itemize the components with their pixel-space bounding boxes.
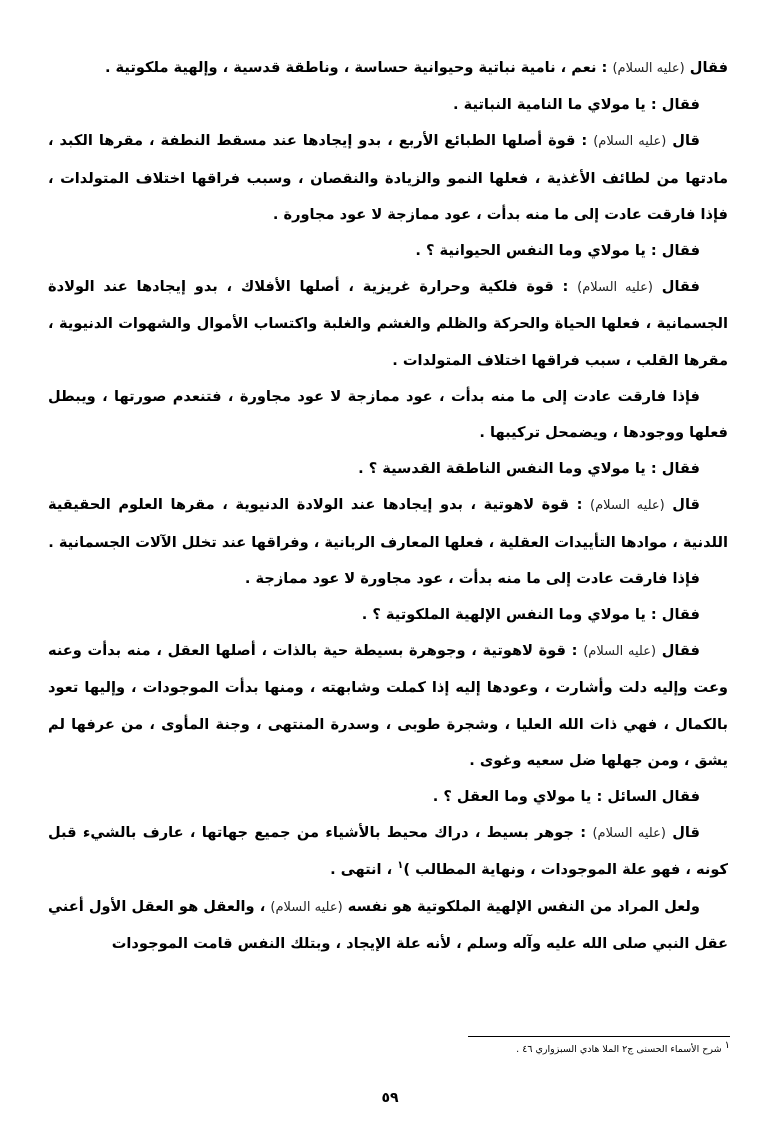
- paragraph-1: [48, 50, 728, 87]
- text-segment: قال: [672, 496, 700, 514]
- text-segment: : جوهر بسيط ، دراك محيط بالأشياء من جميع جهاتها ، عارف بالشيء قبل كونه ، فهو علة الموجودات ، ونهاية المطالب ): [48, 824, 728, 879]
- footnote-text: شرح الأسماء الحسنى ج٢ الملا هادي السبزواري ٤٦ .: [516, 1044, 722, 1055]
- footnote-reference: ١: [397, 860, 404, 872]
- paragraph-11: [48, 633, 728, 779]
- text-segment: : قوة فلكية وحرارة غريزية ، أصلها الأفلاك ، بدو إيجادها عند الولادة الجسمانية ، فعلها الحياة والحركة والظلم والغشم والغلبة واكتساب الأموال والشهوات الدنيوية ، مقرها القلب ، سبب فراقها اختلاف المتولدات .: [48, 278, 728, 369]
- paragraph-2: فقال : يا مولاي ما النامية النباتية .: [453, 96, 700, 114]
- text-segment: فقال: [661, 642, 700, 660]
- text-segment: فقال: [661, 278, 700, 296]
- text-segment: : قوة لاهوتية ، بدو إيجادها عند الولادة الدنيوية ، مقرها العلوم الحقيقية اللدنية ، موادها التأييدات العقلية ، فعلها المعارف الربانية ، وفراقها عند تخلل الآلات الجسمانية .: [48, 496, 728, 551]
- honorific-glyph: (عليه السلام): [270, 899, 343, 915]
- paragraph-3: [48, 123, 728, 233]
- footnote-marker: ١: [724, 1039, 730, 1051]
- honorific-glyph: (عليه السلام): [593, 134, 667, 150]
- paragraph-14: [48, 889, 728, 962]
- paragraph-13: [48, 815, 728, 888]
- honorific-glyph: (عليه السلام): [583, 644, 657, 660]
- paragraph-8: [48, 487, 728, 560]
- paragraph-6: فإذا فارقت عادت إلى ما منه بدأت ، عود ممازجة لا عود مجاورة ، فتنعدم صورتها ، ويبطل فعلها ووجودها ، ويضمحل تركيبها .: [48, 387, 728, 442]
- text-segment: ، والعقل هو العقل الأول أعني عقل النبي صلى الله عليه وآله وسلم ، لأنه علة الإيجاد ، وبتلك النفس قامت الموجودات: [48, 897, 728, 952]
- text-segment: قال: [672, 824, 700, 842]
- text-segment: فقال: [689, 59, 728, 76]
- page-number: ٥٩: [381, 1090, 399, 1106]
- footnote-divider: [468, 1036, 730, 1037]
- paragraph-5: [48, 269, 728, 379]
- honorific-glyph: (عليه السلام): [590, 498, 665, 514]
- paragraph-7: فقال : يا مولاي وما النفس الناطقة القدسية ؟ .: [358, 460, 700, 478]
- paragraph-4: فقال : يا مولاي وما النفس الحيوانية ؟ .: [415, 242, 700, 260]
- text-segment: ، انتهى .: [330, 861, 393, 879]
- honorific-glyph: (عليه السلام): [612, 61, 685, 76]
- main-text: [48, 50, 728, 962]
- paragraph-12: فقال السائل : يا مولاي وما العقل ؟ .: [432, 788, 700, 806]
- paragraph-9: فإذا فارقت عادت إلى ما منه بدأت ، عود مجاورة لا عود ممازجة .: [244, 569, 700, 587]
- text-segment: : قوة لاهوتية ، وجوهرة بسيطة حية بالذات ، أصلها العقل ، منه بدأت وعنه وعت وإليه دلت وأشارت ، وعودها إليه إذا كملت وشابهته ، ومنها بدأت الموجودات ، وإليها تعود بالكمال ، فهي ذات الله العليا ، وشجرة طوبى ، وسدرة المنتهى ، وجنة المأوى ، من عرفها لم يشق ، ومن جهلها ضل سعيه وغوى .: [48, 642, 728, 769]
- text-segment: ولعل المراد من النفس الإلهية الملكوتية هو نفسه: [347, 897, 700, 915]
- honorific-glyph: (عليه السلام): [577, 280, 654, 296]
- text-segment: قال: [672, 132, 700, 150]
- text-segment: : قوة أصلها الطبائع الأربع ، بدو إيجادها عند مسقط النطفة ، مقرها الكبد ، مادتها من لطائف الأغذية ، فعلها النمو والزيادة والنقصان ، وسبب فراقها اختلاف المتولدات ، فإذا فارقت عادت إلى ما منه بدأت ، عود ممازجة لا عود مجاورة .: [48, 132, 728, 223]
- honorific-glyph: (عليه السلام): [592, 826, 666, 842]
- text-segment: : نعم ، نامية نباتية وحيوانية حساسة ، وناطقة قدسية ، وإلهية ملكوتية .: [104, 59, 608, 76]
- paragraph-10: فقال : يا مولاي وما النفس الإلهية الملكوتية ؟ .: [361, 606, 700, 624]
- footnote: [300, 1039, 730, 1057]
